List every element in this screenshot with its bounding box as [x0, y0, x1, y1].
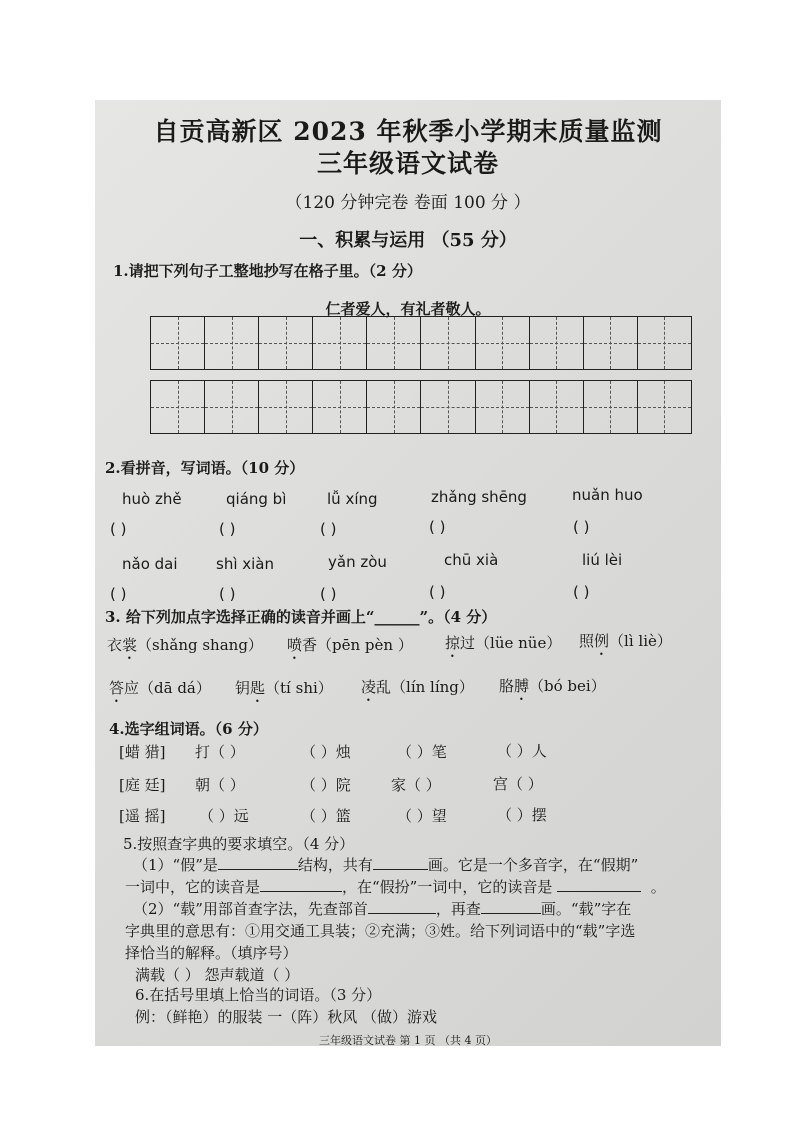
- pinyin-item: chū xià: [444, 551, 499, 569]
- q6-example: 例：（鲜艳）的服装 一（阵）秋风 （做）游戏: [135, 1008, 438, 1026]
- q2-prompt: 2.看拼音，写词语。（10 分）: [105, 459, 305, 477]
- answer-bracket[interactable]: ( ): [219, 585, 236, 603]
- exam-title-line1: 自贡高新区 2023 年秋季小学期末质量监测: [153, 117, 663, 146]
- answer-bracket[interactable]: ( ): [219, 520, 236, 538]
- reading-choice[interactable]: 答应（dā dá）: [109, 679, 211, 697]
- answer-bracket[interactable]: ( ): [573, 583, 590, 601]
- answer-bracket[interactable]: ( ): [429, 583, 446, 601]
- q3-prompt: 3. 给下列加点字选择正确的读音并画上“______”。（4 分）: [105, 608, 497, 626]
- char-pair: [庭 廷]: [119, 776, 166, 794]
- exam-paper: [95, 100, 721, 1046]
- copy-grid-row-1[interactable]: [150, 316, 692, 370]
- q1-prompt: 1.请把下列句子工整地抄写在格子里。（2 分）: [113, 262, 422, 280]
- q5-line5: 择恰当的解释。（填序号）: [125, 944, 298, 962]
- answer-blank[interactable]: [368, 899, 436, 914]
- answer-bracket[interactable]: ( ): [320, 520, 337, 538]
- word-blank[interactable]: （ ）篮: [301, 807, 351, 825]
- section-title: 一、积累与运用 （55 分）: [299, 230, 517, 251]
- q6-prompt: 6.在括号里填上恰当的词语。（3 分）: [135, 986, 382, 1004]
- pinyin-item: shì xiàn: [216, 555, 275, 573]
- pinyin-item: lǚ xíng: [327, 490, 378, 508]
- answer-blank[interactable]: [557, 877, 641, 892]
- answer-blank[interactable]: [373, 855, 428, 870]
- answer-bracket[interactable]: ( ): [320, 585, 337, 603]
- q5-prompt: 5.按照查字典的要求填空。（4 分）: [123, 835, 355, 853]
- pinyin-item: liú lèi: [582, 551, 623, 569]
- word-blank[interactable]: （ ）人: [497, 742, 547, 760]
- answer-bracket[interactable]: ( ): [573, 518, 590, 536]
- answer-bracket[interactable]: ( ): [110, 520, 127, 538]
- answer-blank[interactable]: [481, 899, 541, 914]
- pinyin-item: nǎo dai: [122, 555, 178, 573]
- word-blank[interactable]: （ ）烛: [301, 743, 351, 761]
- reading-choice[interactable]: 掠过（lüe nüe）: [445, 634, 562, 652]
- reading-choice[interactable]: 喷香（pēn pèn ）: [287, 636, 413, 654]
- reading-choice[interactable]: 凌乱（lín líng）: [361, 678, 474, 696]
- char-pair: [蜡 猎]: [119, 743, 166, 761]
- word-blank[interactable]: 宫（ ）: [493, 775, 543, 793]
- exam-subtitle: （120 分钟完卷 卷面 100 分 ）: [285, 193, 531, 213]
- reading-choice[interactable]: 照例（lì liè）: [579, 632, 672, 650]
- char-pair: [遥 摇]: [119, 807, 166, 825]
- word-blank[interactable]: （ ）笔: [397, 743, 447, 761]
- reading-choice[interactable]: 胳膊（bó bei）: [499, 677, 606, 695]
- word-blank[interactable]: （ ）望: [397, 807, 447, 825]
- pinyin-item: zhǎng shēng: [431, 488, 527, 506]
- word-blank[interactable]: 朝（ ）: [195, 776, 245, 794]
- word-blank[interactable]: （ ）院: [301, 776, 351, 794]
- q5-line6[interactable]: 满载（ ） 怨声载道（ ）: [135, 966, 300, 984]
- answer-bracket[interactable]: ( ): [110, 585, 127, 603]
- word-blank[interactable]: （ ）远: [199, 807, 249, 825]
- word-blank[interactable]: 打（ ）: [195, 743, 245, 761]
- q5-line3: （2）“载”用部首查字法，先查部首 ，再查 画。“载”字在: [133, 900, 632, 918]
- q5-line4: 字典里的意思有：①用交通工具装；②充满；③姓。给下列词语中的“载”字选: [125, 922, 636, 940]
- pinyin-item: qiáng bì: [226, 490, 287, 508]
- q5-line1: （1）“假”是 结构，共有 画。它是一个多音字，在“假期”: [133, 856, 639, 874]
- answer-blank[interactable]: [260, 877, 342, 892]
- pinyin-item: yǎn zòu: [328, 553, 387, 571]
- q5-line2: 一词中，它的读音是 ，在“假扮”一词中，它的读音是 。: [125, 878, 666, 896]
- q4-prompt: 4.选字组词语。（6 分）: [109, 720, 268, 738]
- pinyin-item: huò zhě: [122, 490, 182, 508]
- word-blank[interactable]: （ ）摆: [497, 806, 547, 824]
- word-blank[interactable]: 家（ ）: [391, 776, 441, 794]
- answer-bracket[interactable]: ( ): [429, 518, 446, 536]
- pinyin-item: nuǎn huo: [572, 486, 643, 504]
- reading-choice[interactable]: 钥匙（tí shi）: [235, 679, 333, 697]
- exam-title-line2: 三年级语文试卷: [316, 149, 499, 178]
- page-footer: 三年级语文试卷 第 1 页 （共 4 页）: [319, 1034, 497, 1046]
- q1-sentence: 仁者爱人，有礼者敬人。: [325, 300, 491, 318]
- copy-grid-row-2[interactable]: [150, 380, 692, 434]
- answer-blank[interactable]: [218, 855, 298, 870]
- reading-choice[interactable]: 衣裳（shǎng shang）: [107, 636, 263, 654]
